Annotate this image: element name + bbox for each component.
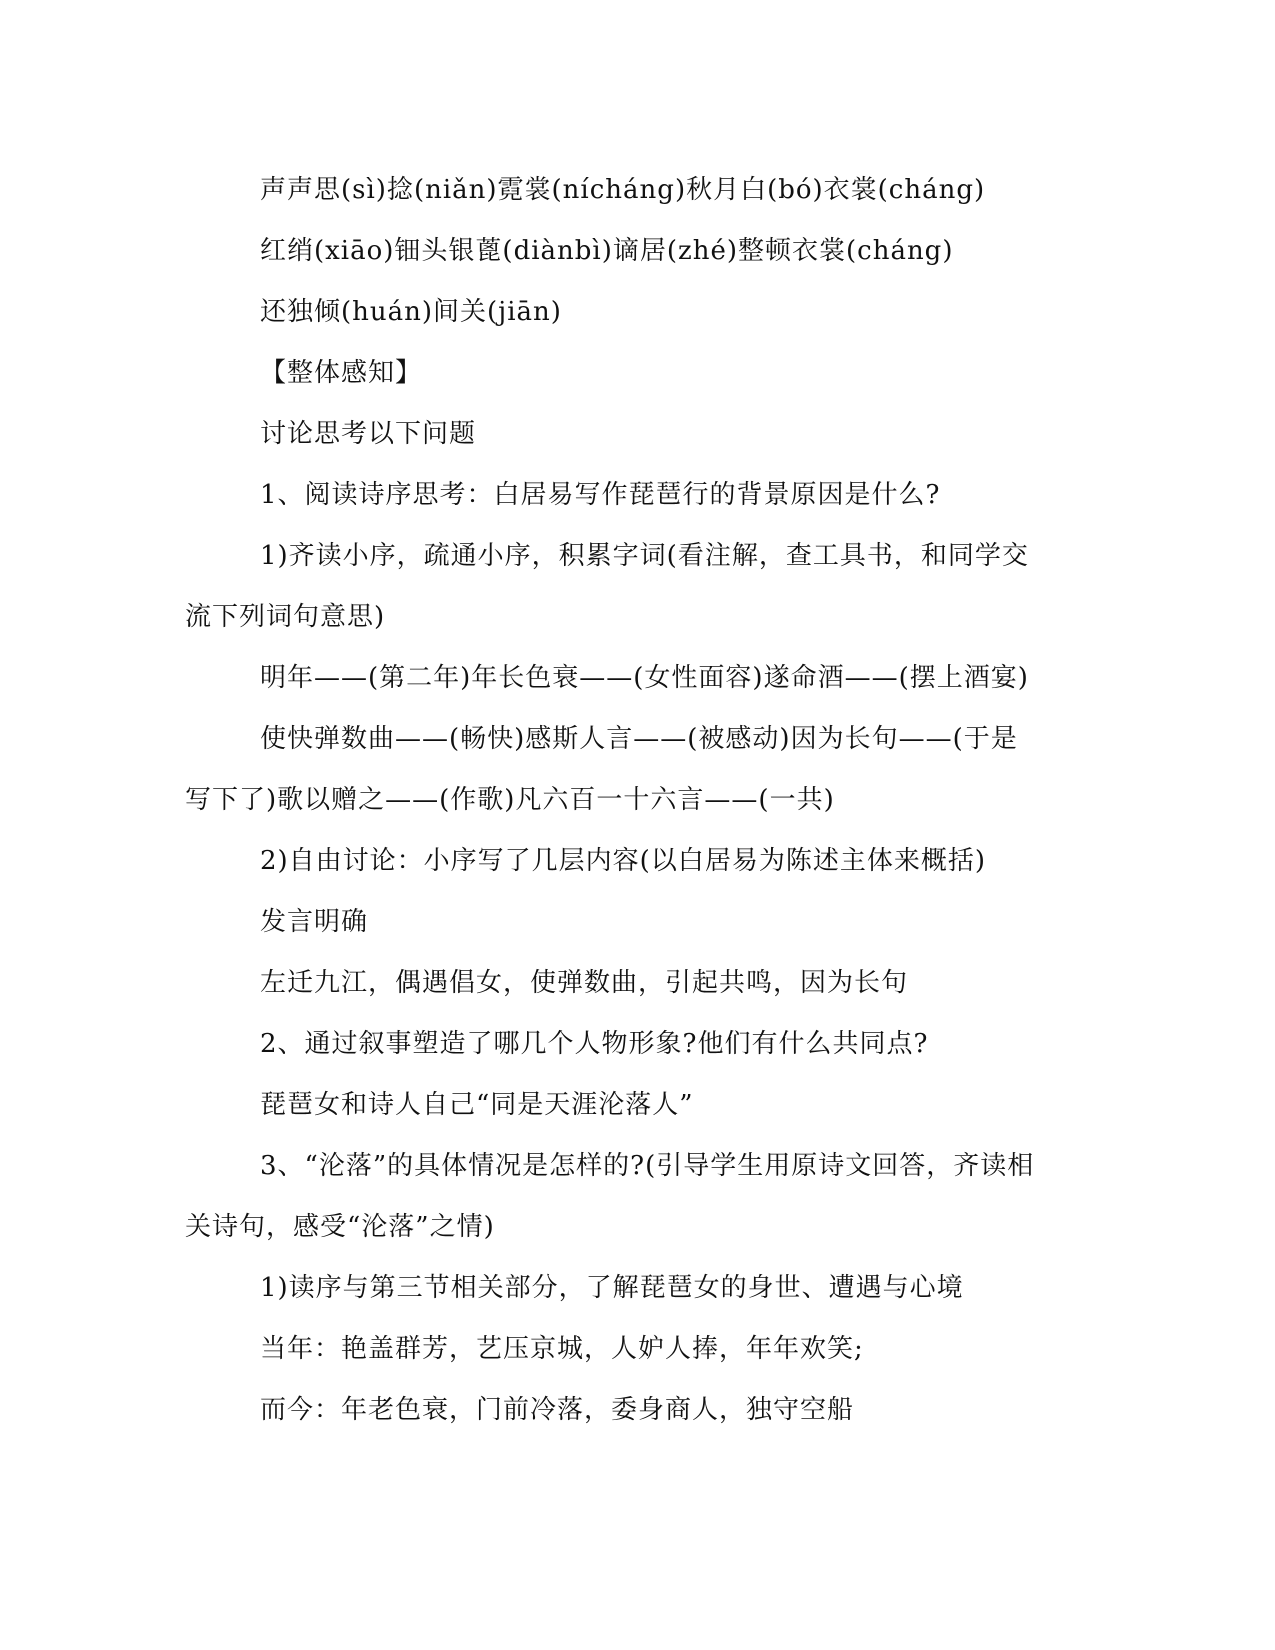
discussion-intro: 讨论思考以下问题 — [260, 419, 477, 449]
question-3: 3、“沦落”的具体情况是怎样的?(引导学生用原诗文回答，齐读相 — [260, 1151, 1035, 1181]
paragraph-line: 流下列词句意思) — [185, 602, 386, 632]
paragraph-line: 左迁九江，偶遇倡女，使弹数曲，引起共鸣，因为长句 — [260, 968, 909, 998]
pinyin-line-2: 红绡(xiāo)钿头银蓖(diànbì)谪居(zhé)整顿衣裳(cháng) — [260, 236, 954, 266]
paragraph-line: 当年：艳盖群芳，艺压京城，人妒人捧，年年欢笑; — [260, 1334, 864, 1364]
pinyin-line-1: 声声思(sì)捻(niǎn)霓裳(nícháng)秋月白(bó)衣裳(cháng) — [260, 175, 986, 205]
paragraph-line: 发言明确 — [260, 907, 369, 937]
paragraph-line: 关诗句，感受“沦落”之情) — [185, 1212, 495, 1242]
pinyin-line-3: 还独倾(huán)间关(jiān) — [260, 297, 562, 327]
paragraph-line: 使快弹数曲——(畅快)感斯人言——(被感动)因为长句——(于是 — [260, 724, 1018, 754]
paragraph-line: 1)读序与第三节相关部分，了解琵琶女的身世、遭遇与心境 — [260, 1273, 964, 1303]
paragraph-line: 琵琶女和诗人自己“同是天涯沦落人” — [260, 1090, 694, 1120]
section-heading: 【整体感知】 — [260, 358, 423, 388]
paragraph-line: 而今：年老色衰，门前冷落，委身商人，独守空船 — [260, 1395, 855, 1425]
document-body — [185, 160, 1075, 1441]
paragraph-line: 明年——(第二年)年长色衰——(女性面容)遂命酒——(摆上酒宴) — [260, 663, 1029, 693]
paragraph-line: 1)齐读小序，疏通小序，积累字词(看注解，查工具书，和同学交 — [260, 541, 1029, 571]
paragraph-line: 2)自由讨论：小序写了几层内容(以白居易为陈述主体来概括) — [260, 846, 986, 876]
question-2: 2、通过叙事塑造了哪几个人物形象?他们有什么共同点? — [260, 1029, 929, 1059]
paragraph-line: 写下了)歌以赠之——(作歌)凡六百一十六言——(一共) — [185, 785, 835, 815]
question-1: 1、阅读诗序思考：白居易写作琵琶行的背景原因是什么? — [260, 480, 941, 510]
